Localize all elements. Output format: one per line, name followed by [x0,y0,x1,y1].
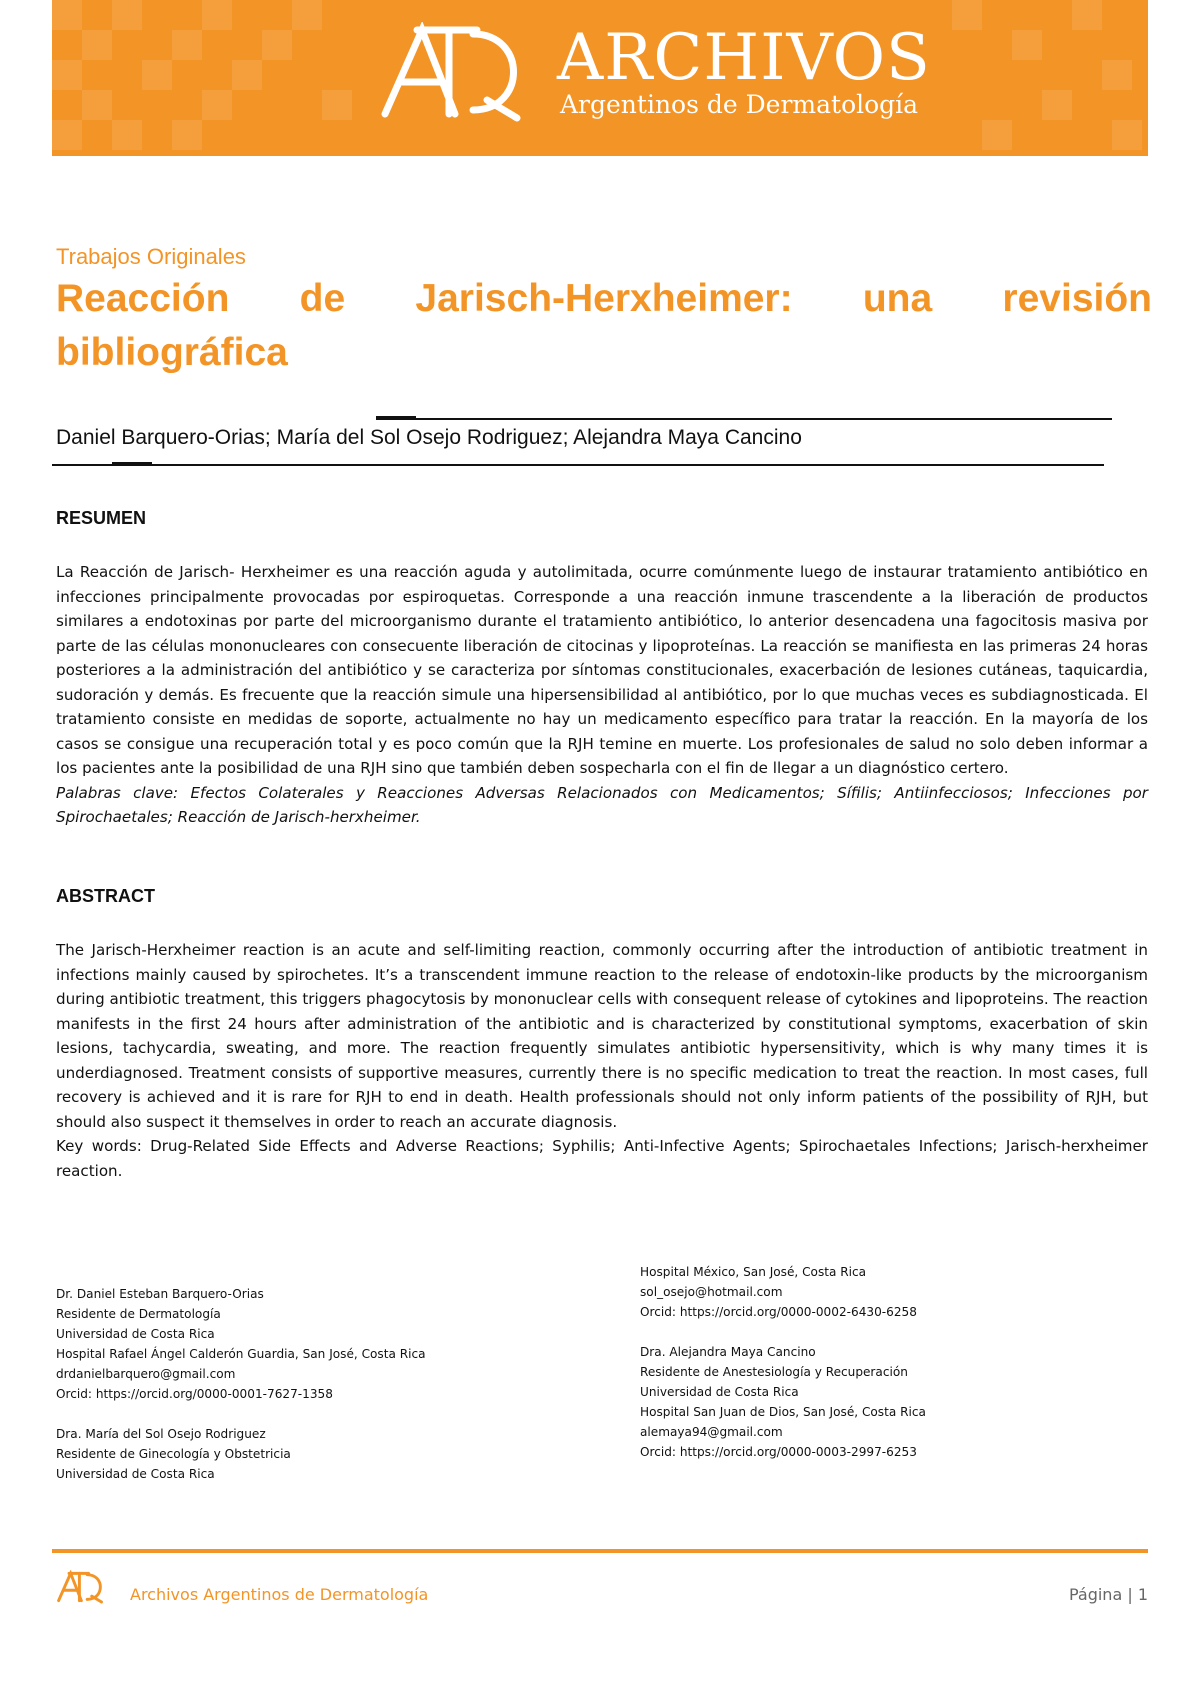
affil-line: Residente de Ginecología y Obstetricia [56,1447,291,1461]
affil-line: Hospital México, San José, Costa Rica [640,1265,867,1279]
affil-email: alemaya94@gmail.com [640,1425,783,1439]
affil-email: drdanielbarquero@gmail.com [56,1367,236,1381]
affil-line: Hospital San Juan de Dios, San José, Costa Rica [640,1405,926,1419]
journal-title: ARCHIVOS [557,21,931,95]
affiliations-right [640,1262,926,1462]
affil-line: Dra. María del Sol Osejo Rodriguez [56,1427,266,1441]
affil-spacer [640,1322,926,1342]
affiliations-left [56,1284,426,1484]
footer-journal-name: Archivos Argentinos de Dermatología [130,1585,429,1604]
affil-line: Dr. Daniel Esteban Barquero-Orias [56,1287,264,1301]
authors-top-rule-accent [376,416,416,420]
author-list: Daniel Barquero-Orias; María del Sol Osejo Rodriguez; Alejandra Maya Cancino [56,426,802,449]
journal-logo-icon [377,22,537,122]
journal-subtitle: Argentinos de Dermatología [560,90,919,119]
affil-line: Residente de Dermatología [56,1307,221,1321]
journal-banner [52,0,1148,156]
abstract-keywords: Key words: Drug-Related Side Effects and Adverse Reactions; Syphilis; Anti-Infective Agents; Spirochaetales Infections; Jarisch-herxheimer reaction. [56,1137,1148,1180]
resumen-keywords: Palabras clave: Efectos Colaterales y Reacciones Adversas Relacionados con Medicamentos; Sífilis; Antiinfecciosos; Infecciones por Spirochaetales; Reacción de Jarisch-herxheimer. [56,783,1148,826]
affil-line: Hospital Rafael Ángel Calderón Guardia, San José, Costa Rica [56,1347,426,1361]
affil-line: Universidad de Costa Rica [56,1327,215,1341]
affil-line: Dra. Alejandra Maya Cancino [640,1345,816,1359]
footer-rule [52,1549,1148,1553]
authors-bottom-rule-accent [112,462,152,466]
resumen-heading: RESUMEN [56,508,147,528]
resumen-body: La Reacción de Jarisch- Herxheimer es una reacción aguda y autolimitada, ocurre comúnmente luego de instaurar tratamiento antibiótico en infecciones principalmente provocadas por espiroquetas. Corresponde a una reacción inmune trascendente a la liberación de productos similares a endotoxinas por parte del microorganismo durante el tratamiento antibiótico, lo anterior desencadena una fagocitosis masiva por parte de las células mononucleares con consecuente liberación de citocinas y lipoproteínas. La reacción se manifiesta en las primeras 24 horas posteriores a la administración del antibiótico y se caracteriza por síntomas constitucionales, exacerbación de lesiones cutáneas, taquicardia, sudoración y demás. Es frecuente que la reacción simule una hipersensibilidad al antibiótico, por lo que muchas veces es subdiagnosticada. El tratamiento consiste en medidas de soporte, actualmente no hay un medicamento específico para tratar la reacción. En la mayoría de los casos se consigue una recuperación total y es poco común que la RJH temine en muerte. Los profesionales de salud no solo deben informar a los pacientes ante la posibilidad de una RJH sino que también deben sospecharla con el fin de llegar a un diagnóstico certero. [56,563,1148,777]
affil-spacer [56,1404,426,1424]
affil-orcid: Orcid: https://orcid.org/0000-0003-2997-6253 [640,1445,917,1459]
abstract-heading: ABSTRACT [56,886,155,906]
affil-line: Universidad de Costa Rica [56,1467,215,1481]
article-title: Reacción de Jarisch-Herxheimer: una revisión bibliográfica [56,277,1152,374]
authors-bottom-rule [52,464,1104,466]
affil-orcid: Orcid: https://orcid.org/0000-0001-7627-1358 [56,1387,333,1401]
affil-line: Residente de Anestesiología y Recuperación [640,1365,908,1379]
abstract-body: The Jarisch-Herxheimer reaction is an acute and self-limiting reaction, commonly occurring after the introduction of antibiotic treatment in infections mainly caused by spirochetes. It’s a transcendent immune reaction to the release of endotoxin-like products by the microorganism during antibiotic treatment, this triggers phagocytosis by mononuclear cells with consequent release of cytokines and lipoproteins. The reaction manifests in the first 24 hours after administration of the antibiotic and is characterized by constitutional symptoms, exacerbation of skin lesions, tachycardia, sweating, and more. The reaction frequently simulates antibiotic hypersensitivity, which is why many times it is underdiagnosed. Treatment consists of supportive measures, currently there is no specific medication to treat the reaction. In most cases, full recovery is achieved and it is rare for RJH to end in death. Health professionals should not only inform patients of the possibility of RJH, but should also suspect it themselves in order to reach an accurate diagnosis. [56,941,1148,1131]
abstract-section [56,938,1148,1183]
resumen-section [56,560,1148,830]
affil-email: sol_osejo@hotmail.com [640,1285,783,1299]
affil-line: Universidad de Costa Rica [640,1385,799,1399]
affil-orcid: Orcid: https://orcid.org/0000-0002-6430-6258 [640,1305,917,1319]
footer-logo-icon [56,1570,108,1604]
authors-top-rule [412,418,1112,420]
page-number: Página | 1 [1068,1585,1148,1604]
section-label: Trabajos Originales [56,244,246,269]
